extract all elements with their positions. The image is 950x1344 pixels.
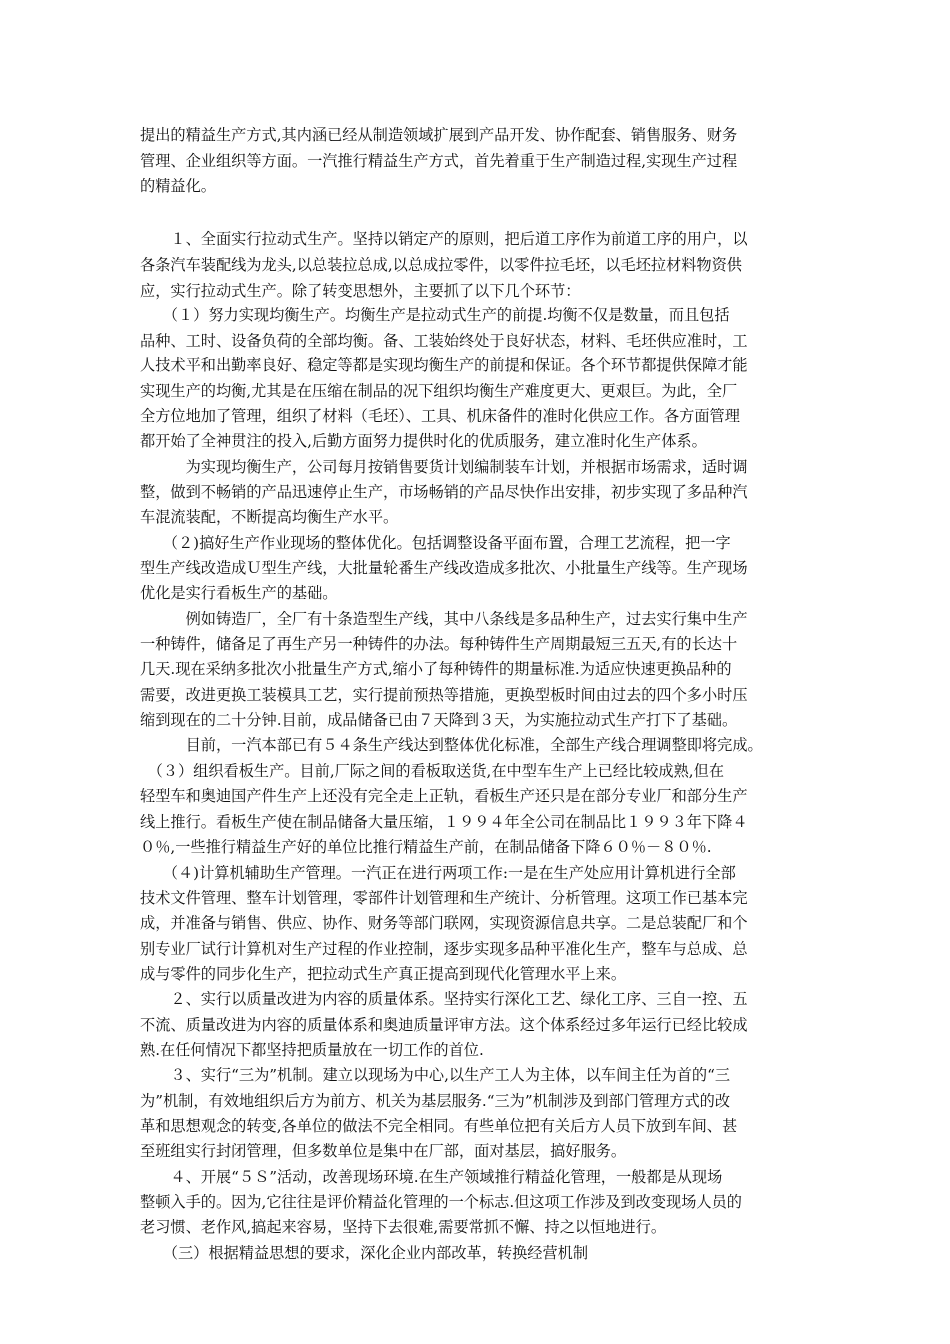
text-line: 人技术平和出勤率良好、稳定等都是实现均衡生产的前提和保证。各个环节都提供保障才能 (140, 356, 748, 374)
text-line: 不流、质量改进为内容的质量体系和奥迪质量评审方法。这个体系经过多年运行已经比较成 (140, 1016, 748, 1034)
text-line: （三）根据精益思想的要求，深化企业内部改革，转换经营机制 (140, 1244, 589, 1262)
text-line: 缩到现在的二十分钟.目前，成品储备已由７天降到３天，为实施拉动式生产打下了基础。 (140, 711, 738, 729)
text-line: １、全面实行拉动式生产。坚持以销定产的原则，把后道工序作为前道工序的用户，以 (140, 230, 748, 248)
text-line: 优化是实行看板生产的基础。 (140, 584, 338, 602)
text-line: ３、实行“三为”机制。建立以现场为中心,以生产工人为主体，以车间主任为首的“三 (140, 1066, 731, 1084)
text-line: （４)计算机辅助生产管理。一汽正在进行两项工作:一是在生产处应用计算机进行全部 (140, 864, 736, 882)
text-line: ０％,一些推行精益生产好的单位比推行精益生产前，在制品储备下降６０％－８０％. (140, 838, 712, 856)
text-line: ２、实行以质量改进为内容的质量体系。坚持实行深化工艺、绿化工序、三自一控、五 (140, 990, 748, 1008)
text-line: 品种、工时、设备负荷的全部均衡。备、工装始终处于良好状态，材料、毛坯供应准时，工 (140, 332, 748, 350)
text-line: 目前，一汽本部已有５４条生产线达到整体优化标准，全部生产线合理调整即将完成。 (140, 736, 763, 754)
text-line: （３）组织看板生产。目前,厂际之间的看板取送货,在中型车生产上已经比较成熟,但在 (140, 762, 725, 780)
text-line: 成，并准备与销售、供应、协作、财务等部门联网，实现资源信息共享。二是总装配厂和个 (140, 914, 748, 932)
text-line: 整顿入手的。因为,它往往是评价精益化管理的一个标志.但这项工作涉及到改变现场人员的 (140, 1193, 742, 1211)
text-line: 老习惯、老作风,搞起来容易，坚持下去很难,需要常抓不懈、持之以恒地进行。 (140, 1218, 667, 1236)
text-line: 一种铸件，储备足了再生产另一种铸件的办法。每种铸件生产周期最短三五天,有的长达十 (140, 635, 738, 653)
text-line: ４、开展“５Ｓ”活动，改善现场环境.在生产领域推行精益化管理，一般都是从现场 (140, 1168, 723, 1186)
text-line: 应，实行拉动式生产。除了转变思想外，主要抓了以下几个环节： (140, 282, 581, 300)
text-line: 至班组实行封闭管理，但多数单位是集中在厂部，面对基层，搞好服务。 (140, 1142, 626, 1160)
text-line: 实现生产的均衡,尤其是在压缩在制品的况下组织均衡生产难度更大、更艰巨。为此，全厂 (140, 382, 738, 400)
text-line: 各条汽车装配线为龙头,以总装拉总成,以总成拉零件，以零件拉毛坯，以毛坯拉材料物资供 (140, 256, 742, 274)
text-line: 为实现均衡生产，公司每月按销售要货计划编制装车计划，并根据市场需求，适时调 (140, 458, 748, 476)
text-line: 别专业厂试行计算机对生产过程的作业控制，逐步实现多品种平准化生产，整车与总成、总 (140, 940, 748, 958)
text-line: 型生产线改造成Ｕ型生产线，大批量轮番生产线改造成多批次、小批量生产线等。生产现场 (140, 559, 748, 577)
text-line: 熟.在任何情况下都坚持把质量放在一切工作的首位. (140, 1041, 484, 1059)
text-line: 线上推行。看板生产使在制品储备大量压缩，１９９４年全公司在制品比１９９３年下降４ (140, 813, 748, 831)
text-line: 轻型车和奥迪国产件生产上还没有完全走上正轨，看板生产还只是在部分专业厂和部分生产 (140, 787, 748, 805)
text-line: 管理、企业组织等方面。一汽推行精益生产方式，首先着重于生产制造过程,实现生产过程 (140, 152, 738, 170)
text-line: 技术文件管理、整车计划管理，零部件计划管理和生产统计、分析管理。这项工作已基本完 (140, 889, 748, 907)
text-line: （１）努力实现均衡生产。均衡生产是拉动式生产的前提.均衡不仅是数量，而且包括 (140, 306, 730, 324)
text-line: 例如铸造厂，全厂有十条造型生产线，其中八条线是多品种生产，过去实行集中生产 (140, 610, 748, 628)
text-line: 的精益化。 (140, 177, 216, 195)
text-line: （２)搞好生产作业现场的整体优化。包括调整设备平面布置，合理工艺流程，把一字 (140, 534, 731, 552)
text-line: 提出的精益生产方式,其内涵已经从制造领域扩展到产品开发、协作配套、销售服务、财务 (140, 126, 738, 144)
text-line: 几天.现在采纳多批次小批量生产方式,缩小了每种铸件的期量标准.为适应快速更换品种的 (140, 660, 732, 678)
text-line: 革和思想观念的转变,各单位的做法不完全相同。有些单位把有关后方人员下放到车间、甚 (140, 1117, 738, 1135)
text-line: 全方位地加了管理，组织了材料（毛坯）、工具、机床备件的准时化供应工作。各方面管理 (140, 407, 740, 425)
text-line: 需要，改进更换工装模具工艺，实行提前预热等措施，更换型板时间由过去的四个多小时压 (140, 686, 748, 704)
text-line: 成与零件的同步化生产，把拉动式生产真正提高到现代化管理水平上来。 (140, 965, 626, 983)
text-line: 整，做到不畅销的产品迅速停止生产，市场畅销的产品尽快作出安排，初步实现了多品种汽 (140, 483, 748, 501)
text-line: 车混流装配，不断提高均衡生产水平。 (140, 508, 399, 526)
text-line: 为”机制，有效地组织后方为前方、机关为基层服务.“三为”机制涉及到部门管理方式的改 (140, 1092, 731, 1110)
text-line: 都开始了全神贯注的投入,后勤方面努力提供时化的优质服务，建立准时化生产体系。 (140, 432, 707, 450)
